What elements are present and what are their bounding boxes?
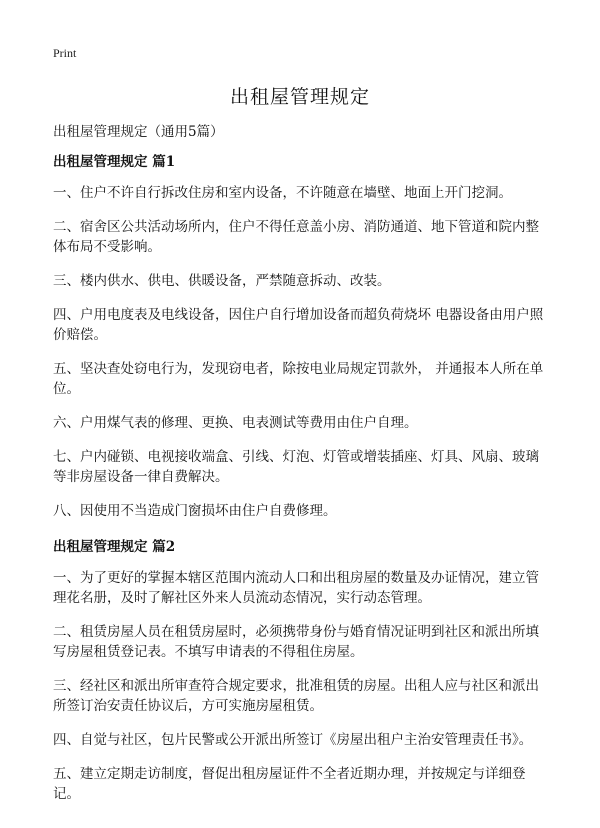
paragraph: 二、租赁房屋人员在租赁房屋时，必须携带身份与婚育情况证明到社区和派出所填写房屋租赁登记表。不填写申请表的不得租住房屋。 (53, 624, 539, 660)
paragraph: 一、为了更好的掌握本辖区范围内流动人口和出租房屋的数量及办证情况，建立管理花名册，及时了解社区外来人员流动态情况，实行动态管理。 (53, 570, 539, 606)
section-heading: 出租屋管理规定 篇2 (53, 539, 176, 555)
paragraph: 四、户用电度表及电线设备，因住户自行增加设备而超负荷烧坏 电器设备由用户照价赔偿。 (53, 307, 544, 343)
paragraph: 六、户用煤气表的修理、更换、电表测试等费用由住户自理。 (53, 415, 418, 431)
print-label: Print (53, 46, 77, 60)
paragraph: 五、坚决查处窃电行为，发现窃电者，除按电业局规定罚款外， 并通报本人所在单位。 (53, 361, 544, 397)
paragraph: 四、自觉与社区，包片民警或公开派出所签订《房屋出租户主治安管理责任书》。 (53, 732, 533, 748)
document-content (53, 150, 550, 818)
paragraph: 一、住户不许自行拆改住房和室内设备，不许随意在墙壁、地面上开门挖洞。 (53, 185, 512, 201)
section-1 (53, 150, 550, 521)
section-2 (53, 535, 550, 804)
paragraph: 二、宿舍区公共活动场所内，住户不得任意盖小房、消防通道、地下管道和院内整体布局不受影响。 (53, 219, 539, 255)
paragraph: 三、楼内供水、供电、供暖设备，严禁随意拆动、改装。 (53, 273, 391, 289)
paragraph: 五、建立定期走访制度，督促出租房屋证件不全者近期办理，并按规定与详细登记。 (53, 766, 526, 802)
document-title: 出租屋管理规定 (229, 86, 370, 108)
paragraph: 七、户内碰锁、电视接收端盒、引线、灯泡、灯管或增装插座、灯具、风扇、玻璃等非房屋设备一律自费解决。 (53, 449, 539, 485)
section-heading: 出租屋管理规定 篇1 (53, 154, 176, 170)
document-subtitle: 出租屋管理规定（通用5篇） (53, 124, 224, 140)
paragraph: 八、因使用不当造成门窗损坏由住户自费修理。 (53, 503, 337, 519)
paragraph: 三、经社区和派出所审查符合规定要求，批准租赁的房屋。出租人应与社区和派出所签订治安责任协议后，方可实施房屋租赁。 (53, 678, 539, 714)
